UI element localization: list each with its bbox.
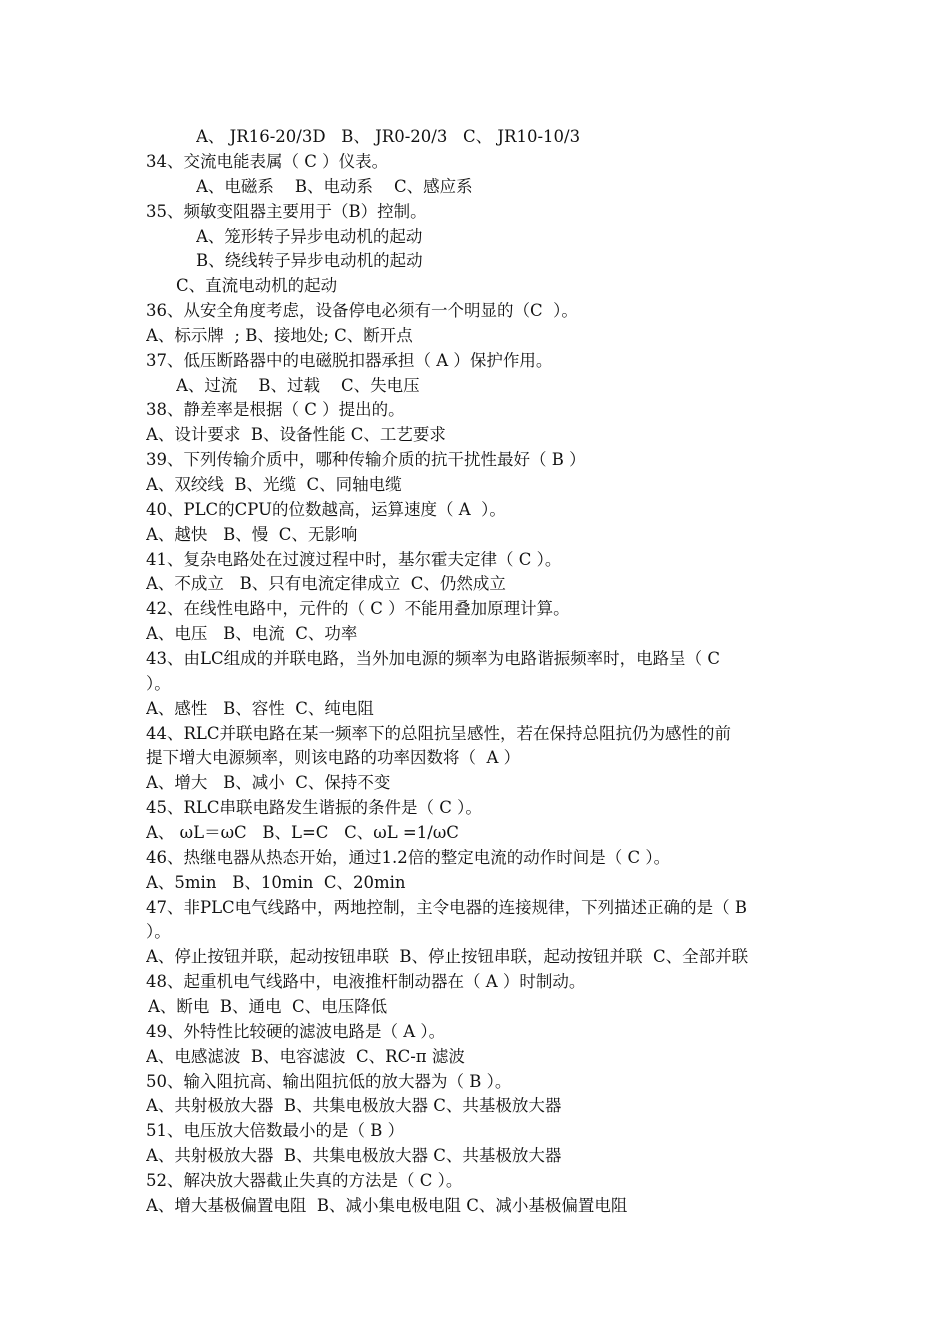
question-39: 39、下列传输介质中，哪种传输介质的抗干扰性最好（ B ） bbox=[146, 450, 586, 469]
option-35-c: C、直流电动机的起动 bbox=[176, 276, 338, 295]
options-51: A、共射极放大器 B、共集电极放大器 C、共基极放大器 bbox=[146, 1146, 562, 1165]
options-37: A、过流 B、过载 C、失电压 bbox=[176, 376, 420, 395]
options-39: A、双绞线 B、光缆 C、同轴电缆 bbox=[146, 475, 402, 494]
options-47: A、停止按钮并联，起动按钮串联 B、停止按钮串联，起动按钮并联 C、全部并联 bbox=[146, 947, 749, 966]
question-44: 44、RLC并联电路在某一频率下的总阻抗呈感性，若在保持总阻抗仍为感性的前 bbox=[146, 724, 732, 743]
question-37: 37、低压断路器中的电磁脱扣器承担（ A ）保护作用。 bbox=[146, 351, 553, 370]
question-40: 40、PLC的CPU的位数越高，运算速度（ A ）。 bbox=[146, 500, 506, 519]
question-49: 49、外特性比较硬的滤波电路是（ A ）。 bbox=[146, 1022, 446, 1041]
question-48: 48、起重机电气线路中，电液推杆制动器在（ A ）时制动。 bbox=[146, 972, 586, 991]
options-42: A、电压 B、电流 C、功率 bbox=[146, 624, 358, 643]
question-52: 52、解决放大器截止失真的方法是（ C ）。 bbox=[146, 1171, 463, 1190]
option-35-b: B、绕线转子异步电动机的起动 bbox=[196, 251, 423, 270]
options-41: A、不成立 B、只有电流定律成立 C、仍然成立 bbox=[146, 574, 506, 593]
question-38: 38、静差率是根据（ C ）提出的。 bbox=[146, 400, 405, 419]
options-49: A、电感滤波 B、电容滤波 C、RC-π 滤波 bbox=[146, 1047, 465, 1066]
options-48: A、断电 B、通电 C、电压降低 bbox=[148, 997, 388, 1016]
options-34: A、电磁系 B、电动系 C、感应系 bbox=[196, 177, 473, 196]
options-46: A、5min B、10min C、20min bbox=[146, 873, 406, 892]
question-43: 43、由LC组成的并联电路，当外加电源的频率为电路谐振频率时，电路呈（ C bbox=[146, 649, 720, 668]
question-45: 45、RLC串联电路发生谐振的条件是（ C ）。 bbox=[146, 798, 482, 817]
options-43: A、感性 B、容性 C、纯电阻 bbox=[146, 699, 374, 718]
options-38: A、设计要求 B、设备性能 C、工艺要求 bbox=[146, 425, 446, 444]
question-51: 51、电压放大倍数最小的是（ B ） bbox=[146, 1121, 405, 1140]
question-47: 47、非PLC电气线路中，两地控制，主令电器的连接规律，下列描述正确的是（ B bbox=[146, 898, 748, 917]
question-35: 35、频敏变阻器主要用于（B）控制。 bbox=[146, 202, 427, 221]
options-36: A、标示牌 ; B、接地处; C、断开点 bbox=[146, 326, 413, 345]
question-41: 41、复杂电路处在过渡过程中时，基尔霍夫定律（ C ）。 bbox=[146, 550, 562, 569]
question-47-cont: ）。 bbox=[146, 922, 171, 941]
options-45: A、 ωL＝ωC B、L=C C、ωL =1/ωC bbox=[146, 823, 459, 842]
options-50: A、共射极放大器 B、共集电极放大器 C、共基极放大器 bbox=[146, 1096, 562, 1115]
question-42: 42、在线性电路中，元件的（ C ）不能用叠加原理计算。 bbox=[146, 599, 570, 618]
question-36: 36、从安全角度考虑，设备停电必须有一个明显的（C ）。 bbox=[146, 301, 578, 320]
question-46: 46、热继电器从热态开始，通过1.2倍的整定电流的动作时间是（ C ）。 bbox=[146, 848, 671, 867]
question-50: 50、输入阻抗高、输出阻抗低的放大器为（ B ）。 bbox=[146, 1072, 512, 1091]
question-34: 34、交流电能表属（ C ）仪表。 bbox=[146, 152, 389, 171]
text-line: A、 JR16-20/3D B、 JR0-20/3 C、 JR10-10/3 bbox=[196, 127, 581, 146]
option-35-a: A、笼形转子异步电动机的起动 bbox=[196, 227, 423, 246]
question-43-cont: ）。 bbox=[146, 674, 171, 693]
options-44: A、增大 B、减小 C、保持不变 bbox=[146, 773, 391, 792]
options-40: A、越快 B、慢 C、无影响 bbox=[146, 525, 358, 544]
question-44-cont: 提下增大电源频率，则该电路的功率因数将（ A ） bbox=[146, 748, 521, 767]
options-52: A、增大基极偏置电阻 B、减小集电极电阻 C、减小基极偏置电阻 bbox=[146, 1196, 628, 1215]
